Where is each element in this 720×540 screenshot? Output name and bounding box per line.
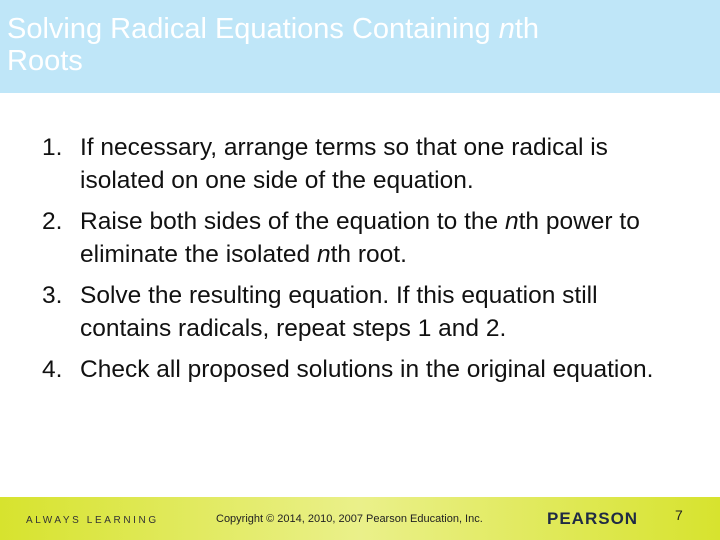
step-item: 3. Solve the resulting equation. If this equation still contains radicals, repeat steps 1 and 2. [42, 282, 598, 342]
title-bar [0, 0, 720, 93]
footer-bar [0, 497, 720, 540]
always-learning-logo: ALWAYS LEARNING [26, 515, 159, 526]
slide-title: Solving Radical Equations Containing nth Roots [7, 13, 540, 77]
step-item: 4. Check all proposed solutions in the original equation. [42, 356, 654, 383]
copyright-text: Copyright © 2014, 2010, 2007 Pearson Education, Inc. [216, 513, 483, 525]
steps-list [42, 131, 682, 394]
step-item: 2. Raise both sides of the equation to the nth power to eliminate the isolated nth root. [42, 208, 640, 268]
step-item: 1. If necessary, arrange terms so that one radical is isolated on one side of the equation. [42, 134, 608, 194]
page-number: 7 [675, 507, 683, 523]
pearson-logo: PEARSON [547, 509, 639, 528]
